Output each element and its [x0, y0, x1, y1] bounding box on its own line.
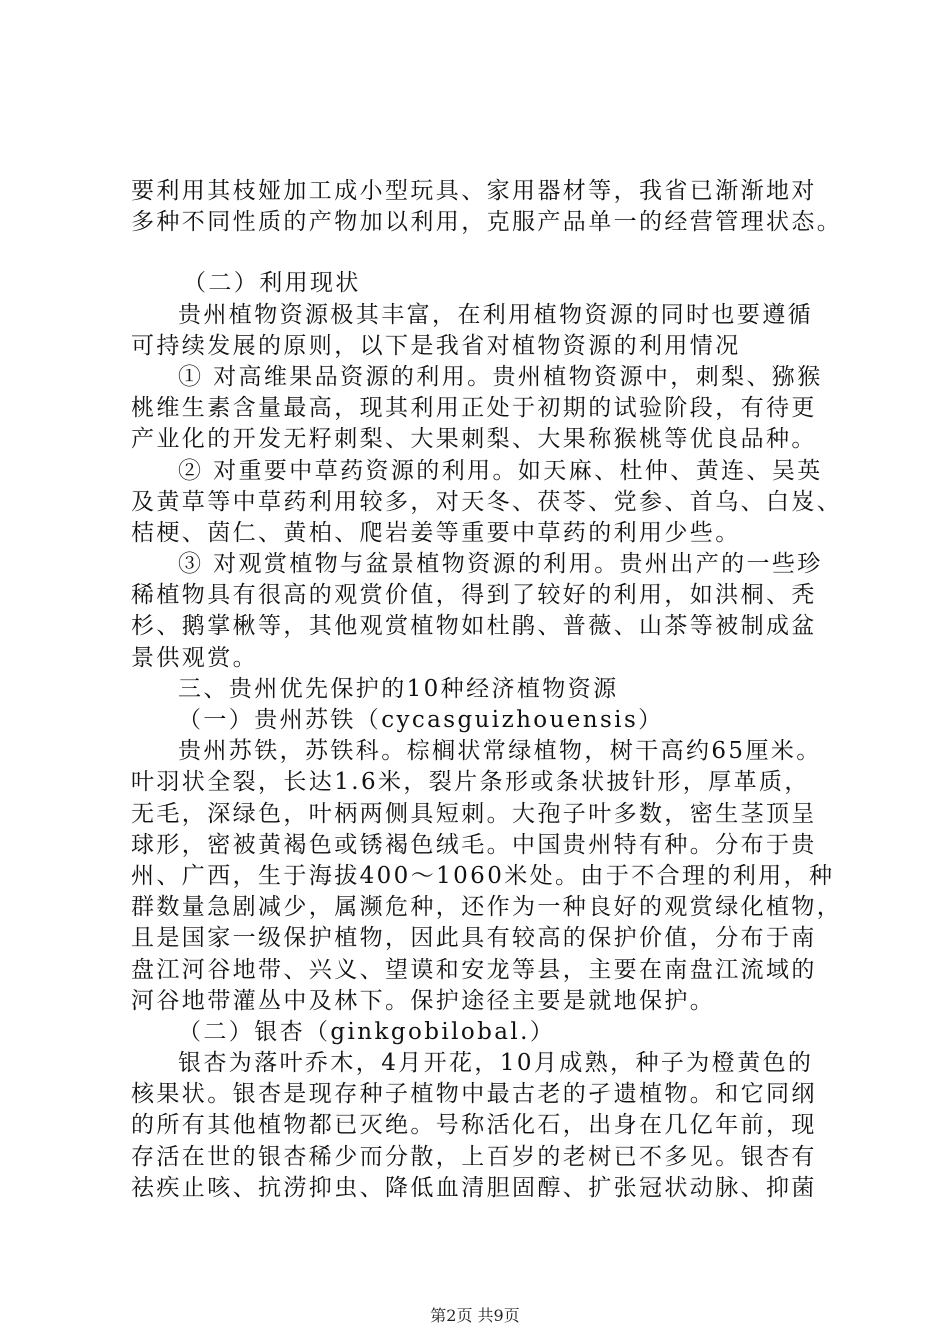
chapter-heading: 三、贵州优先保护的10种经济植物资源 [178, 675, 619, 702]
paragraph-line: 球形，密被黄褐色或锈褐色绒毛。中国贵州特有种。分布于贵 [131, 831, 817, 858]
page-footer: 第2页 共9页 [430, 1306, 520, 1325]
paragraph-line: 景供观赏。 [131, 644, 258, 671]
paragraph-line: 稀植物具有很高的观赏价值，得到了较好的利用，如洪桐、秃 [131, 582, 817, 609]
paragraph-line: 产业化的开发无籽刺梨、大果刺梨、大果称猴桃等优良品种。 [131, 426, 817, 453]
paragraph-line: 祛疾止咳、抗涝抑虫、降低血清胆固醇、扩张冠状动脉、抑菌 [131, 1174, 817, 1201]
paragraph-line: 存活在世的银杏稀少而分散，上百岁的老树已不多见。银杏有 [131, 1143, 817, 1170]
paragraph-line: 要利用其枝娅加工成小型玩具、家用器材等，我省已渐渐地对 [131, 178, 817, 204]
paragraph-line: 群数量急剧减少，属濒危种，还作为一种良好的观赏绿化植物， [131, 894, 843, 921]
paragraph-line: 贵州苏铁，苏铁科。棕榈状常绿植物，树干高约65厘米。 [178, 738, 822, 765]
section-heading: （二）利用现状 [183, 270, 361, 297]
paragraph-line: 河谷地带灌丛中及林下。保护途径主要是就地保护。 [131, 987, 716, 1014]
subsection-heading: （一）贵州苏铁（cycasguizhouensis） [178, 707, 664, 733]
paragraph-line: 无毛，深绿色，叶柄两侧具短刺。大孢子叶多数，密生茎顶呈 [131, 800, 817, 827]
paragraph-line: 及黄草等中草药利用较多，对天冬、茯苓、党参、首乌、白岌、 [131, 488, 843, 515]
paragraph-line: 多种不同性质的产物加以利用，克服产品单一的经营管理状态。 [131, 209, 843, 236]
paragraph-line: 州、广西，生于海拔400～1060米处。由于不合理的利用，种 [131, 862, 835, 889]
paragraph-line: 叶羽状全裂，长达1.6米，裂片条形或条状披针形，厚革质， [131, 769, 810, 796]
paragraph-line: 盘江河谷地带、兴义、望谟和安龙等县，主要在南盘江流域的 [131, 956, 817, 983]
paragraph-line: 杉、鹅掌楸等，其他观赏植物如杜鹃、普薇、山茶等被制成盆 [131, 613, 817, 640]
list-item-2: ② 对重要中草药资源的利用。如天麻、杜仲、黄连、吴英 [178, 457, 823, 484]
paragraph-line: 贵州植物资源极其丰富，在利用植物资源的同时也要遵循 [178, 301, 813, 328]
paragraph-line: 可持续发展的原则，以下是我省对植物资源的利用情况 [131, 332, 741, 359]
paragraph-line: 核果状。银杏是现存种子植物中最古老的孑遗植物。和它同纲 [131, 1081, 817, 1108]
paragraph-line: 桔梗、茵仁、黄柏、爬岩姜等重要中草药的利用少些。 [131, 519, 741, 546]
document-body [131, 176, 843, 1204]
subsection-heading: （二）银杏（ginkgobilobal.） [178, 1018, 556, 1045]
paragraph-gap [131, 238, 831, 268]
list-item-1: ① 对高维果品资源的利用。贵州植物资源中，刺梨、猕猴 [178, 363, 823, 390]
paragraph-line: 银杏为落叶乔木，4月开花，10月成熟，种子为橙黄色的 [178, 1050, 814, 1077]
list-item-3: ③ 对观赏植物与盆景植物资源的利用。贵州出产的一些珍 [178, 551, 823, 578]
paragraph-line: 的所有其他植物都已灭绝。号称活化石，出身在几亿年前，现 [131, 1112, 817, 1139]
paragraph-line: 桃维生素含量最高，现其利用正处于初期的试验阶段，有待更 [131, 395, 817, 422]
paragraph-line: 且是国家一级保护植物，因此具有较高的保护价值，分布于南 [131, 925, 817, 952]
